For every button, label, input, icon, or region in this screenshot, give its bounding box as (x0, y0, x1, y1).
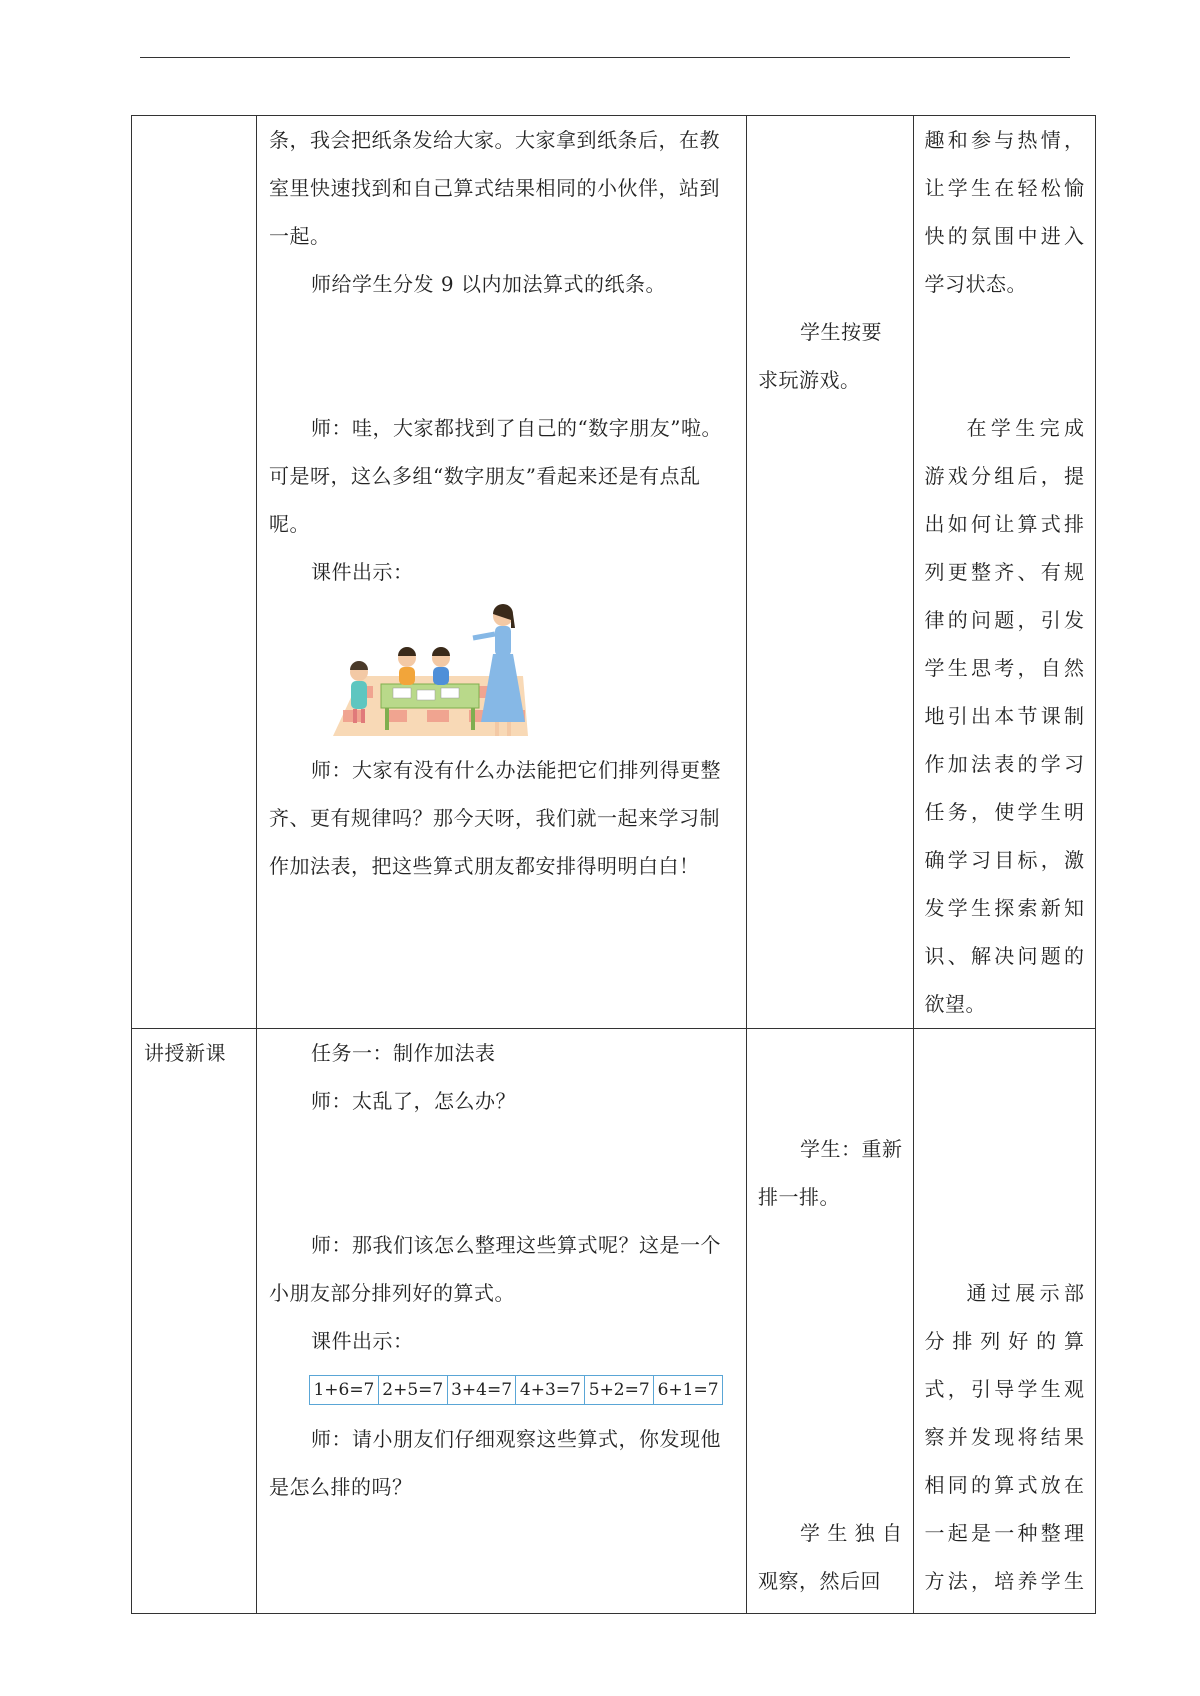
text-line: 学生：重新 (800, 1137, 903, 1161)
text-line: 地引出本节课制 (924, 704, 1085, 728)
text-line: 通过展示部 (966, 1281, 1085, 1305)
text-line: 室里快速找到和自己算式结果相同的小伙伴，站到 (269, 176, 720, 200)
text-line: 任务一：制作加法表 (311, 1041, 496, 1065)
student-activity-cell (747, 116, 914, 1029)
text-line: 可是呀，这么多组“数字朋友”看起来还是有点乱 (269, 464, 701, 488)
text-line: 学生独自 (800, 1521, 903, 1545)
text-line: 条，我会把纸条发给大家。大家拿到纸条后，在教 (269, 128, 720, 152)
student-activity-cell (747, 1029, 914, 1614)
table-row (132, 116, 1096, 1029)
text-line: 作加法表，把这些算式朋友都安排得明明白白！ (269, 854, 700, 878)
text-line: 相同的算式放在 (924, 1473, 1085, 1497)
text-line: 求玩游戏。 (758, 368, 861, 392)
header-rule (140, 57, 1070, 58)
text-line: 齐、更有规律吗？那今天呀，我们就一起来学习制 (269, 806, 720, 830)
stage-label: 讲授新课 (144, 1041, 226, 1065)
text-line: 观察，然后回 (758, 1569, 881, 1593)
text-line: 律的问题，引发 (924, 608, 1085, 632)
equation-cell: 4+3=7 (516, 1376, 585, 1404)
text-line: 察并发现将结果 (924, 1425, 1085, 1449)
text-line: 欲望。 (924, 992, 986, 1016)
design-intent-cell (913, 1029, 1095, 1614)
text-line: 师：请小朋友们仔细观察这些算式，你发现他 (311, 1427, 721, 1451)
text-line: 快的氛围中进入 (924, 224, 1085, 248)
stage-cell (132, 116, 257, 1029)
equation-cell: 5+2=7 (585, 1376, 654, 1404)
text-line: 学习状态。 (924, 272, 1027, 296)
stage-cell (132, 1029, 257, 1614)
text-line: 小朋友部分排列好的算式。 (269, 1281, 515, 1305)
equation-cell: 2+5=7 (379, 1376, 448, 1404)
text-line: 出如何让算式排 (924, 512, 1085, 536)
classroom-illustration (323, 604, 543, 742)
text-line: 师：大家有没有什么办法能把它们排列得更整 (311, 758, 721, 782)
text-line: 列更整齐、有规 (924, 560, 1085, 584)
text-line: 师：哇，大家都找到了自己的“数字朋友”啦。 (311, 416, 722, 440)
text-line: 识、解决问题的 (924, 944, 1085, 968)
text-line: 让学生在轻松愉 (924, 176, 1085, 200)
text-line: 课件出示： (311, 560, 414, 584)
text-line: 是怎么排的吗？ (269, 1475, 413, 1499)
text-line: 发学生探索新知 (924, 896, 1085, 920)
text-line: 学生按要 (800, 320, 882, 344)
text-line: 方法，培养学生 (924, 1569, 1085, 1593)
teacher-activity-cell (257, 116, 747, 1029)
text-line: 任务，使学生明 (924, 800, 1085, 824)
equation-strip (309, 1375, 723, 1405)
text-line: 学生思考，自然 (924, 656, 1085, 680)
teacher-activity-cell (257, 1029, 747, 1614)
text-line: 式，引导学生观 (924, 1377, 1085, 1401)
equation-cell: 6+1=7 (657, 1380, 719, 1400)
text-line: 作加法表的学习 (924, 752, 1085, 776)
design-intent-cell (913, 116, 1095, 1029)
table-row (132, 1029, 1096, 1614)
text-line: 师：那我们该怎么整理这些算式呢？这是一个 (311, 1233, 721, 1257)
lesson-plan-table (131, 115, 1096, 1614)
text-line: 排一排。 (758, 1185, 840, 1209)
text-line: 游戏分组后，提 (924, 464, 1085, 488)
text-line: 呢。 (269, 512, 310, 536)
text-line: 趣和参与热情， (924, 128, 1085, 152)
equation-cell: 3+4=7 (448, 1376, 517, 1404)
text-line: 课件出示： (311, 1329, 414, 1353)
text-line: 一起。 (269, 224, 331, 248)
equation-cell: 1+6=7 (310, 1376, 379, 1404)
text-line: 在学生完成 (966, 416, 1085, 440)
text-line: 师给学生分发 9 以内加法算式的纸条。 (311, 272, 666, 296)
text-line: 分排列好的算 (924, 1329, 1085, 1353)
text-line: 确学习目标，激 (924, 848, 1085, 872)
text-line: 师：太乱了，怎么办？ (311, 1089, 516, 1113)
text-line: 一起是一种整理 (924, 1521, 1085, 1545)
